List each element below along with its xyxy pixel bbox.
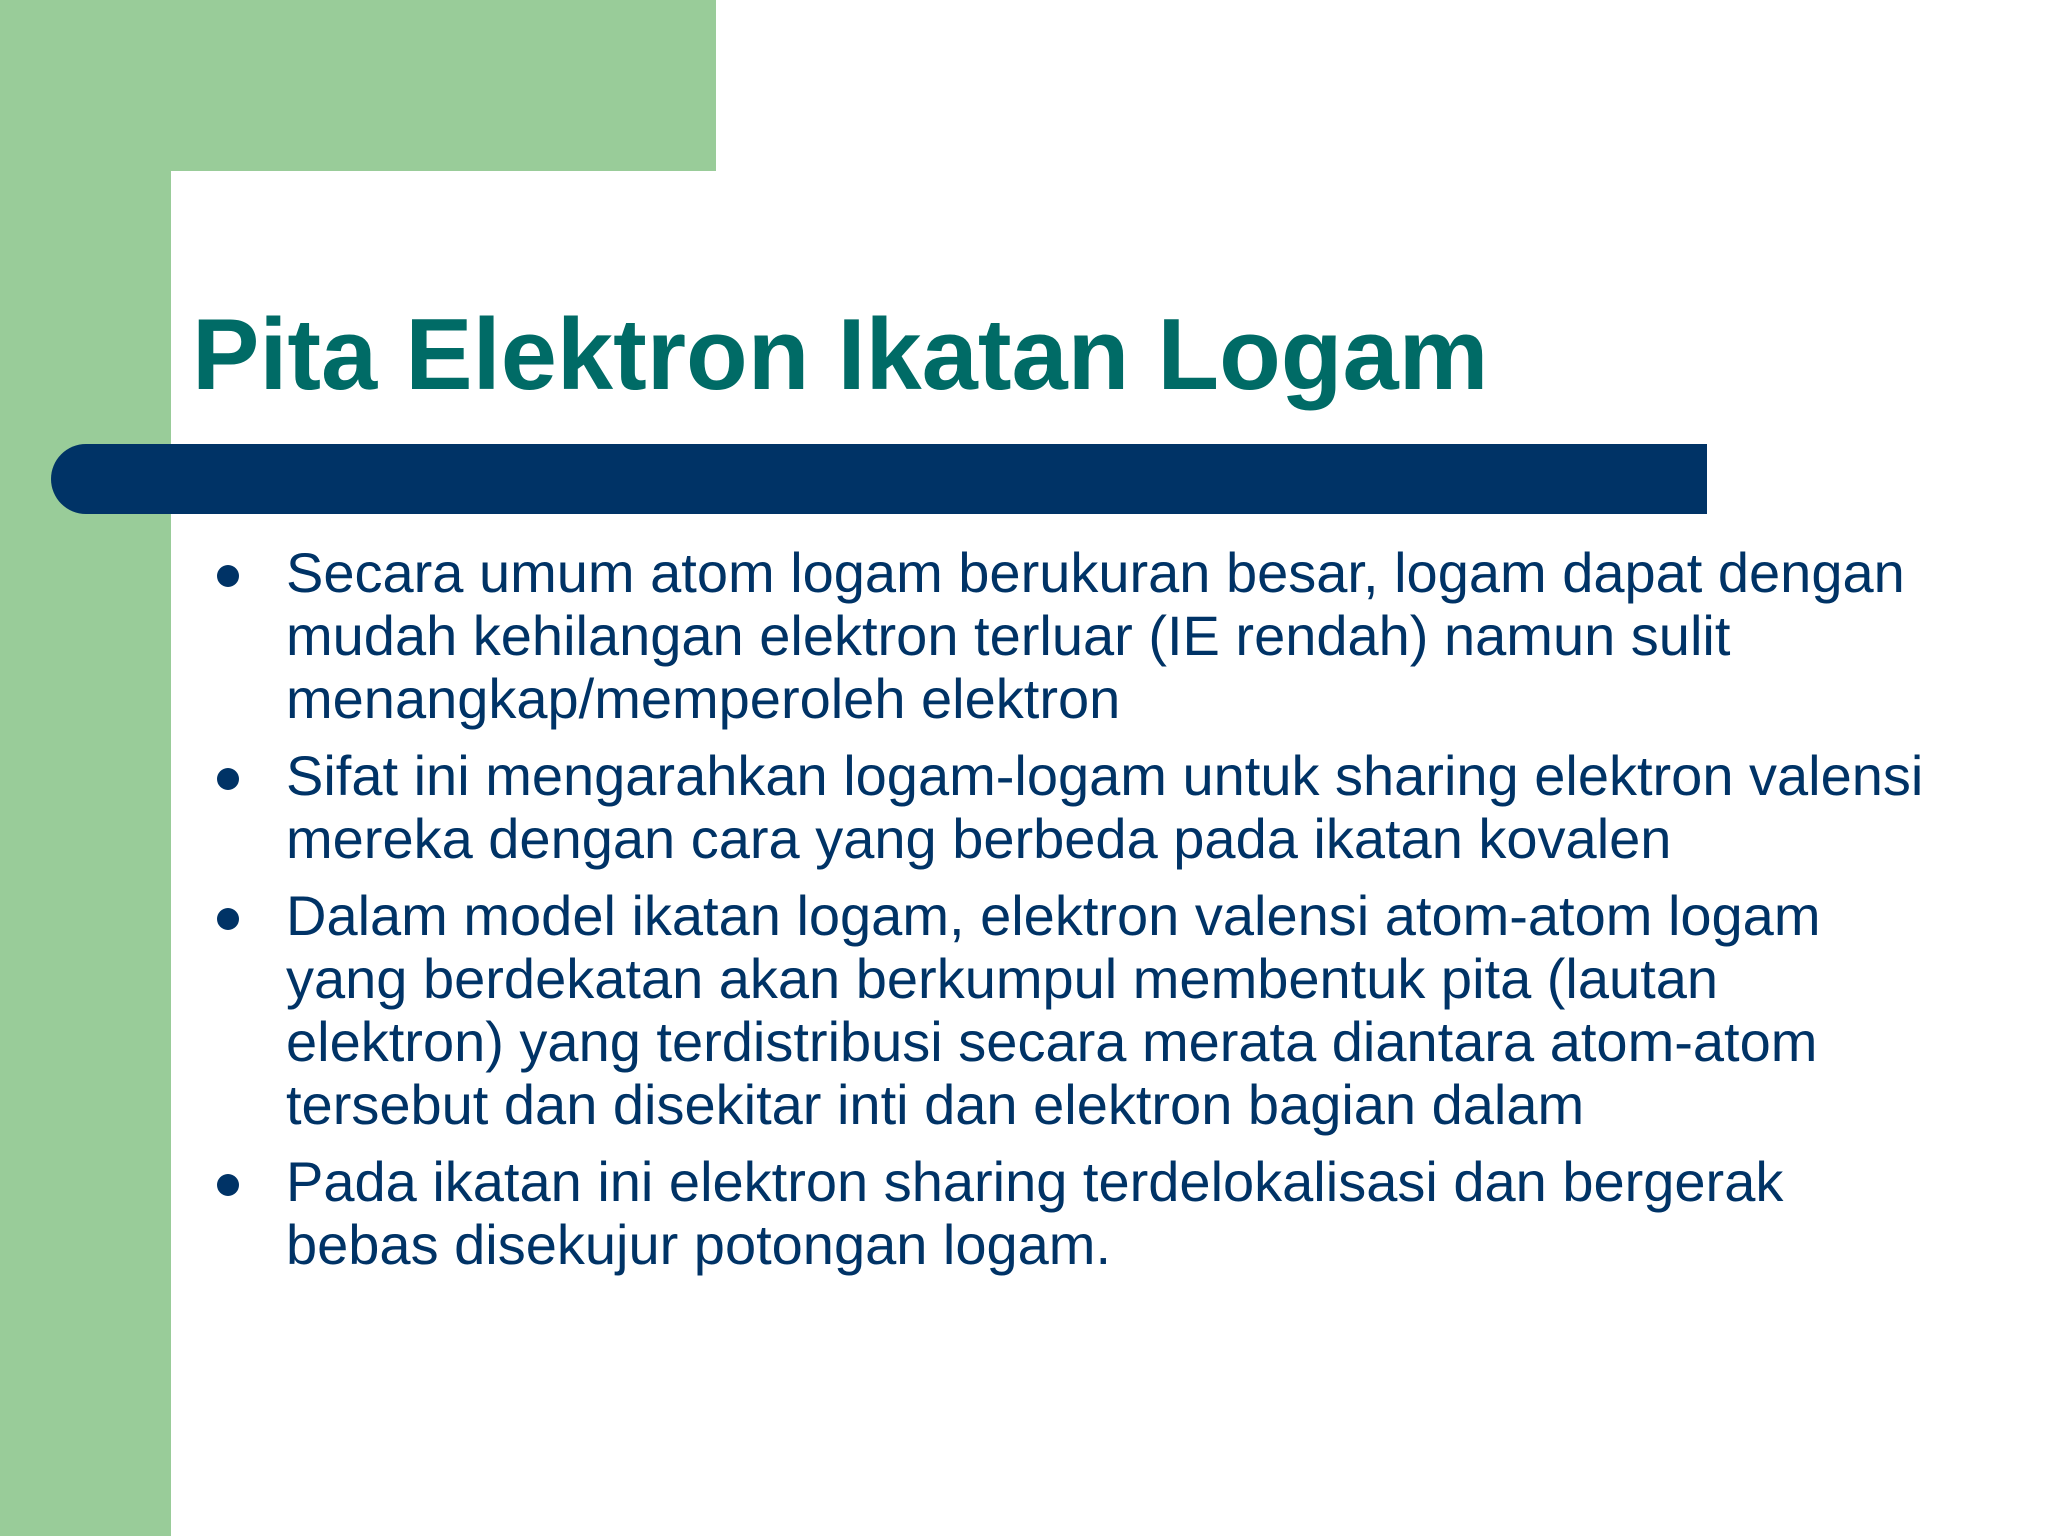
bullet-text: Secara umum atom logam berukuran besar, logam dapat dengan mudah kehilangan elektron terluar (IE rendah) namun sulit menangkap/memperoleh elektron (286, 541, 1905, 730)
title-underline-bar (51, 444, 1707, 514)
bullet-dot-icon (217, 565, 239, 587)
bullet-dot-icon (217, 908, 239, 930)
bullet-list (204, 541, 1944, 1290)
bullet-item (204, 1150, 1944, 1276)
bullet-item (204, 884, 1944, 1136)
bullet-item (204, 541, 1944, 730)
bullet-dot-icon (217, 768, 239, 790)
bullet-dot-icon (217, 1174, 239, 1196)
bullet-item (204, 744, 1944, 870)
bullet-text: Pada ikatan ini elektron sharing terdelokalisasi dan bergerak bebas disekujur potongan logam. (286, 1150, 1784, 1276)
bullet-text: Dalam model ikatan logam, elektron valensi atom-atom logam yang berdekatan akan berkumpul membentuk pita (lautan elektron) yang terdistribusi secara merata diantara atom-atom tersebut dan disekitar inti dan elektron bagian dalam (286, 884, 1821, 1136)
accent-left-stripe (0, 0, 171, 1536)
slide-title: Pita Elektron Ikatan Logam (192, 299, 1489, 411)
bullet-text: Sifat ini mengarahkan logam-logam untuk sharing elektron valensi mereka dengan cara yang berbeda pada ikatan kovalen (286, 744, 1924, 870)
